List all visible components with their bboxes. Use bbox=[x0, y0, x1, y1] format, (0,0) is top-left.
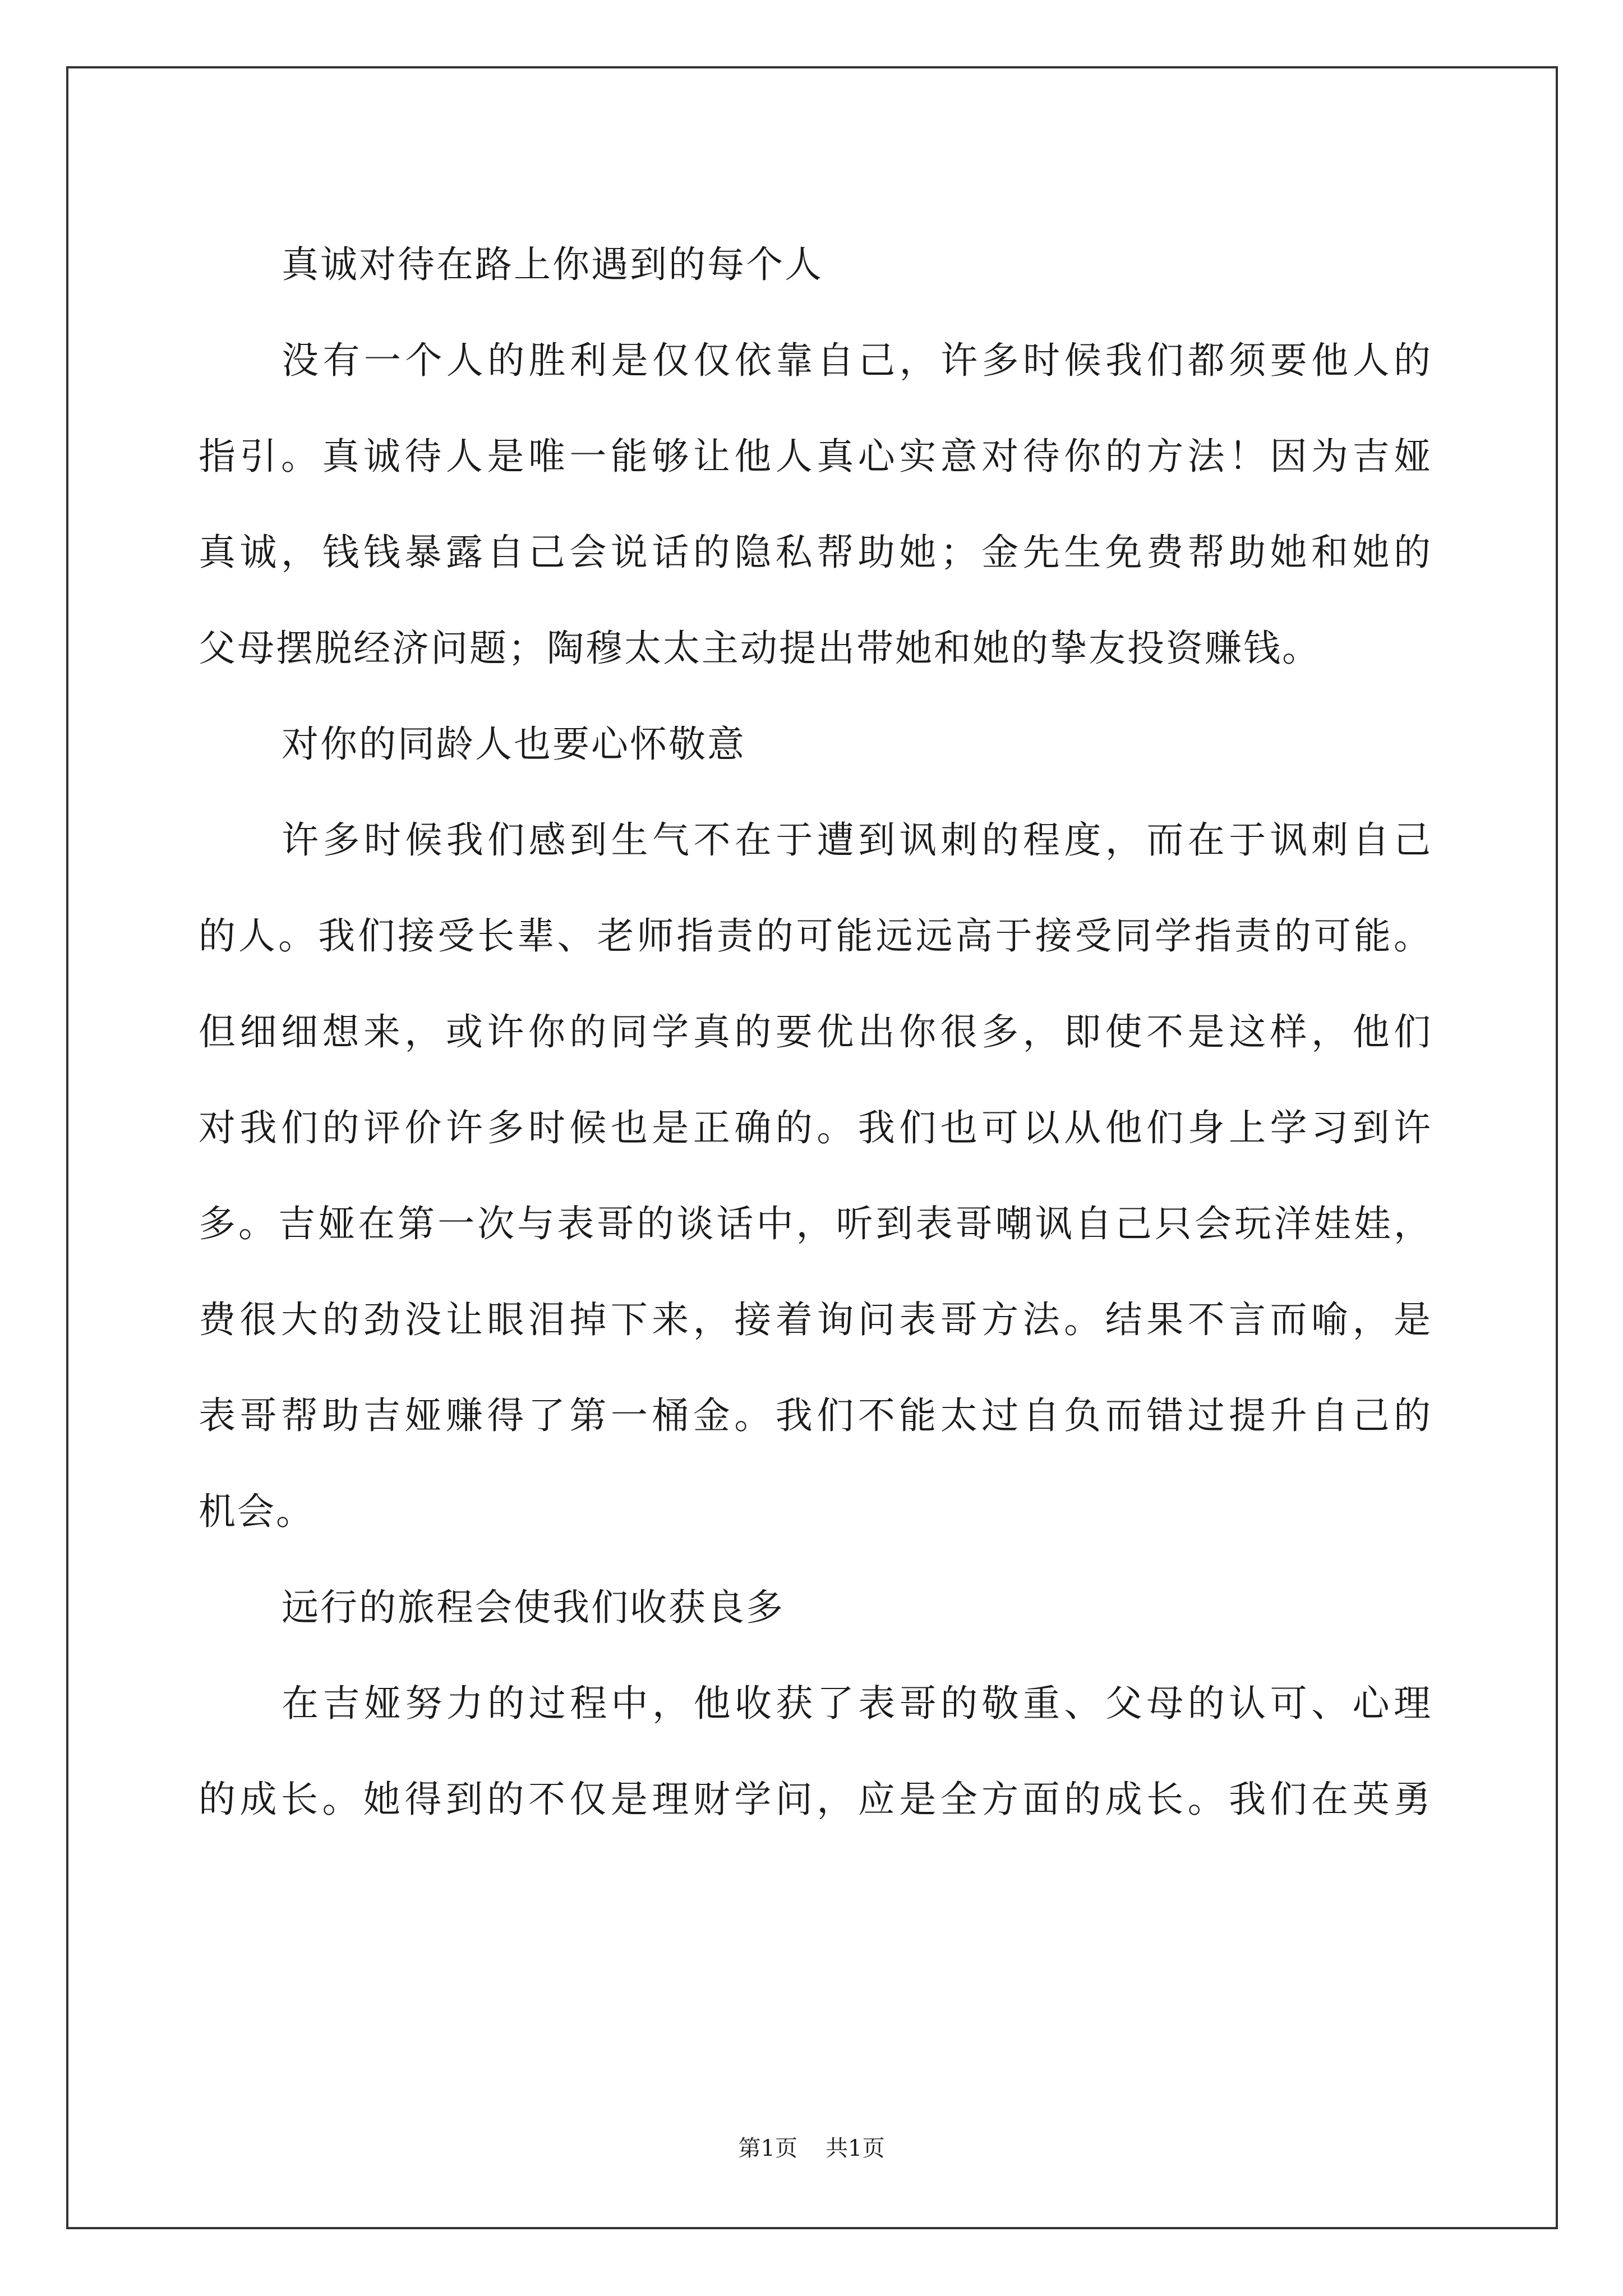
page-total: 共1页 bbox=[826, 2136, 885, 2161]
paragraph-line: 费很大的劲没让眼泪掉下来，接着询问表哥方法。结果不言而喻，是 bbox=[199, 1298, 1432, 1341]
paragraph-line: 对我们的评价许多时候也是正确的。我们也可以从他们身上学习到许 bbox=[199, 1106, 1432, 1149]
page-number: 第1页 bbox=[738, 2136, 797, 2161]
paragraph-line: 但细细想来，或许你的同学真的要优出你很多，即使不是这样，他们 bbox=[199, 1010, 1432, 1053]
document-body bbox=[199, 217, 1432, 1847]
section-heading: 对你的同龄人也要心怀敬意 bbox=[282, 723, 746, 766]
section-heading: 真诚对待在路上你遇到的每个人 bbox=[282, 243, 823, 286]
paragraph-line: 在吉娅努力的过程中，他收获了表哥的敬重、父母的认可、心理 bbox=[282, 1682, 1432, 1725]
paragraph-line: 的成长。她得到的不仅是理财学问，应是全方面的成长。我们在英勇 bbox=[199, 1778, 1432, 1821]
paragraph-line: 表哥帮助吉娅赚得了第一桶金。我们不能太过自负而错过提升自己的 bbox=[199, 1394, 1432, 1437]
paragraph-line: 没有一个人的胜利是仅仅依靠自己，许多时候我们都须要他人的 bbox=[282, 339, 1432, 382]
paragraph-line: 许多时候我们感到生气不在于遭到讽刺的程度，而在于讽刺自己 bbox=[282, 818, 1432, 862]
paragraph-line: 多。吉娅在第一次与表哥的谈话中，听到表哥嘲讽自己只会玩洋娃娃， bbox=[199, 1202, 1432, 1245]
paragraph-line: 机会。 bbox=[199, 1490, 315, 1533]
paragraph-line: 指引。真诚待人是唯一能够让他人真心实意对待你的方法！因为吉娅 bbox=[199, 435, 1432, 478]
paragraph-line: 的人。我们接受长辈、老师指责的可能远远高于接受同学指责的可能。 bbox=[199, 914, 1432, 958]
section-heading: 远行的旅程会使我们收获良多 bbox=[282, 1586, 785, 1629]
page-footer bbox=[0, 2132, 1623, 2165]
paragraph-line: 父母摆脱经济问题；陶穆太太主动提出带她和她的挚友投资赚钱。 bbox=[199, 627, 1321, 670]
paragraph-line: 真诚，钱钱暴露自己会说话的隐私帮助她；金先生免费帮助她和她的 bbox=[199, 531, 1432, 574]
